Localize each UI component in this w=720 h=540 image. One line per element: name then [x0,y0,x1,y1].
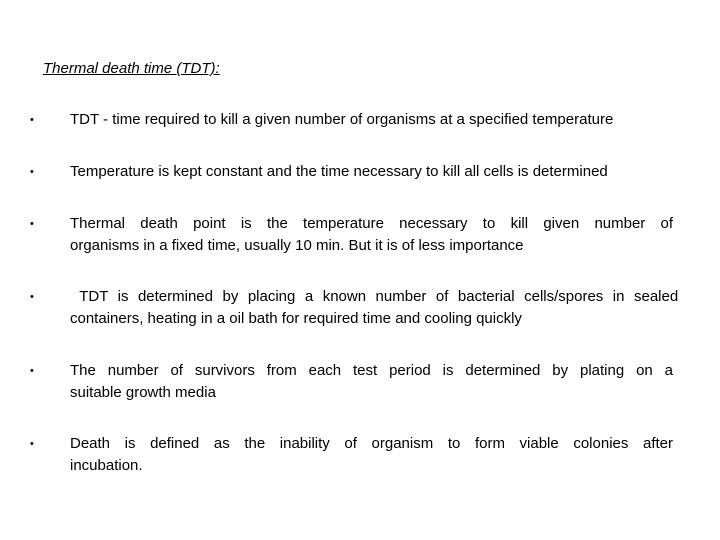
bullet-line: Death is defined as the inability of organism to form viable colonies after [70,435,673,452]
bullet-line: incubation. [70,457,143,474]
bullet-line: organisms in a fixed time, usually 10 min. But it is of less importance [70,237,524,254]
bullet-text [70,213,673,257]
bullet-text [70,433,673,477]
bullet-dot: • [30,114,34,126]
bullet-line: TDT is determined by placing a known number of bacterial cells/spores in sealed [70,288,679,305]
bullet-text [70,286,679,330]
bullet-line: Thermal death point is the temperature necessary to kill given number of [70,215,674,232]
bullet-dot: • [30,365,34,377]
bullet-dot: • [30,166,34,178]
bullet-dot: • [30,291,34,303]
slide-title: Thermal death time (TDT): [43,60,220,77]
bullet-line: TDT - time required to kill a given number of organisms at a specified temperature [70,111,614,128]
bullet-text [70,109,673,131]
bullet-text [70,161,673,183]
bullet-dot: • [30,438,34,450]
bullet-dot: • [30,218,34,230]
bullet-line: suitable growth media [70,384,216,401]
bullet-text [70,360,673,404]
bullet-line: The number of survivors from each test period is determined by plating on a [70,362,673,379]
bullet-line: containers, heating in a oil bath for required time and cooling quickly [70,310,522,327]
bullet-line: Temperature is kept constant and the time necessary to kill all cells is determined [70,163,608,180]
